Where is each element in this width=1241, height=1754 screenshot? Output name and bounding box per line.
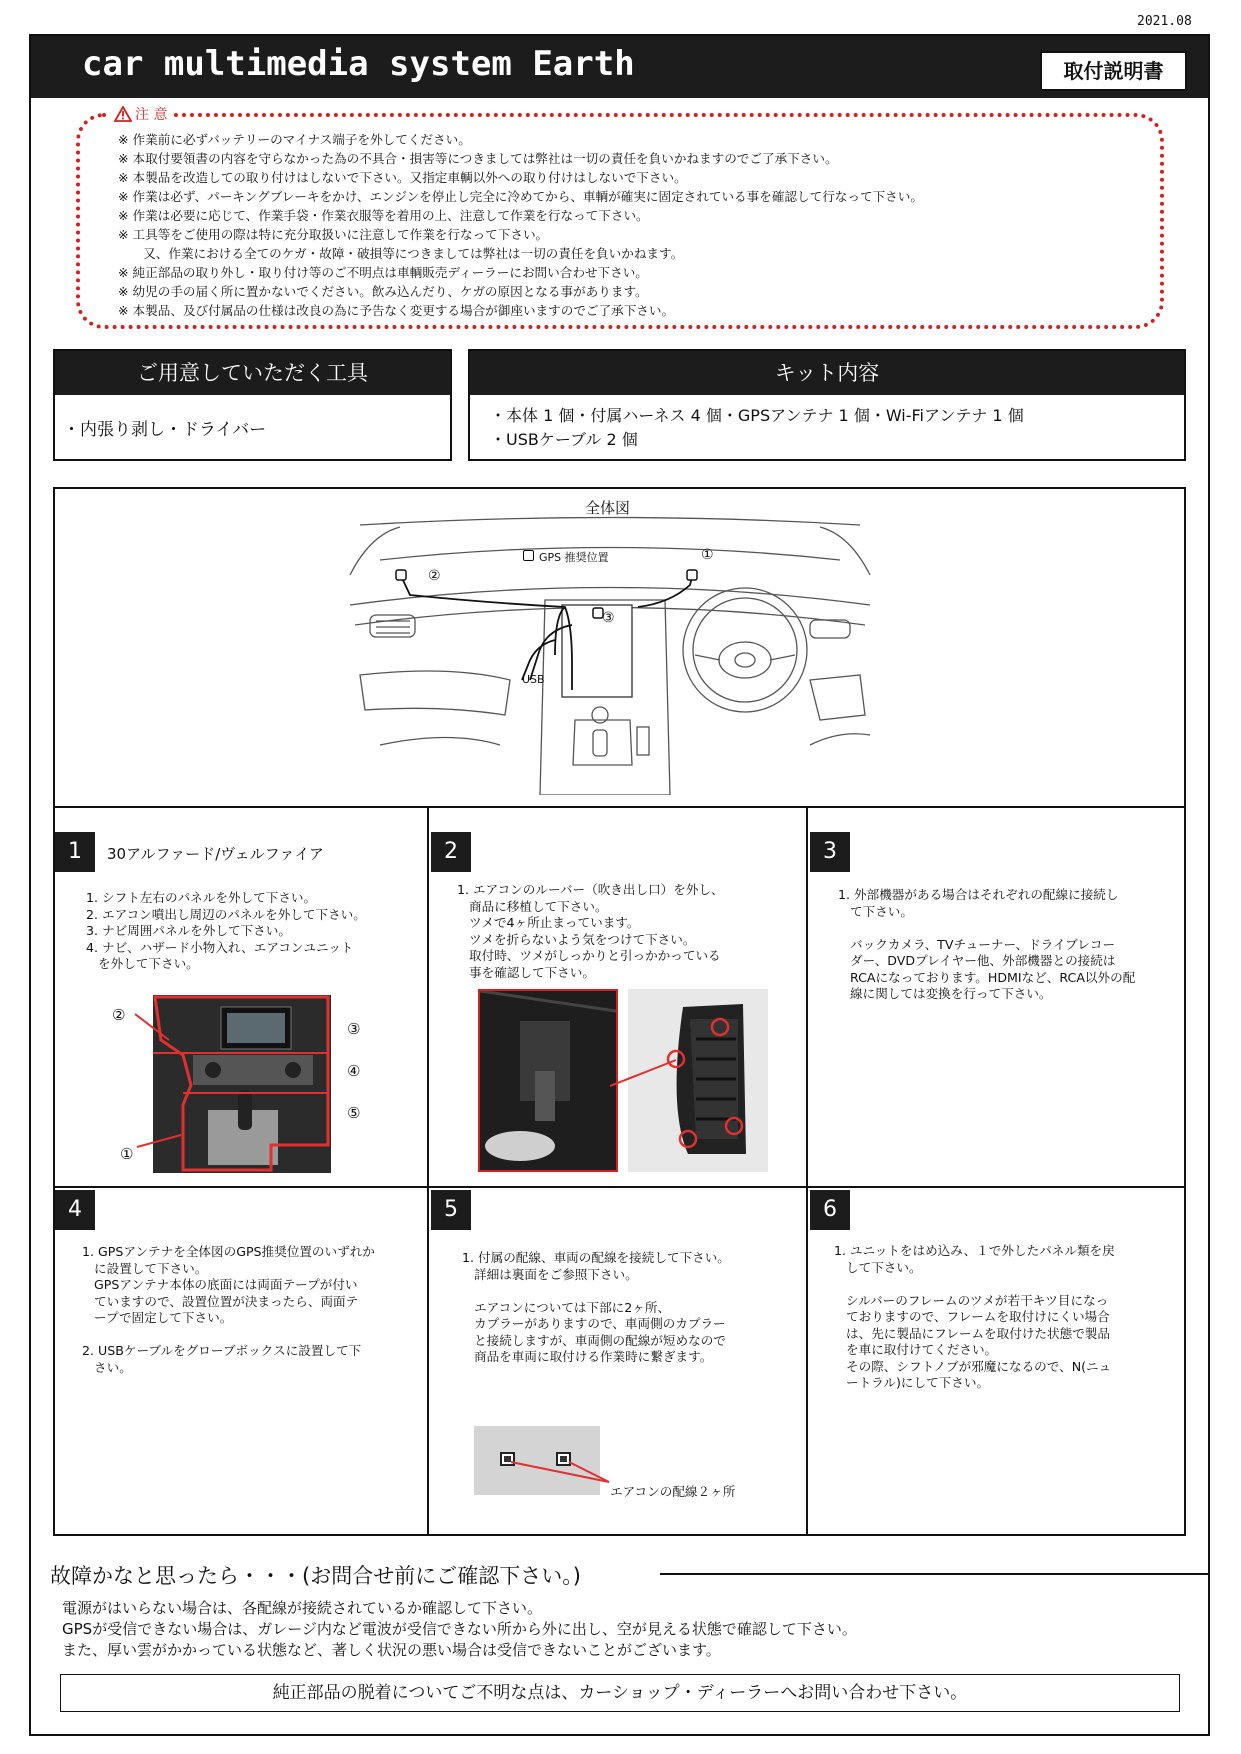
- caution-item: ※ 工具等をご使用の際は特に充分取扱いに注意して作業を行なって下さい。: [118, 227, 549, 242]
- caution-label: 注 意: [135, 107, 168, 123]
- photo-marker: ④: [347, 1062, 361, 1080]
- caution-item: ※ 作業は必ず、パーキングブレーキをかけ、エンジンを停止し完全に冷めてから、車輌が確実に固定されている事を確認して行なって下さい。: [118, 189, 923, 204]
- vent-closeup-photo: [478, 989, 618, 1172]
- caution-item: 又、作業における全てのケガ・故障・破損等につきましては弊社は一切の責任を負いかねます。: [118, 246, 684, 261]
- step-text: 1. エアコンのルーバー（吹き出し口）を外し、 商品に移植して下さい。 ツメで4ヶ所止まっています。 ツメを折らないよう気をつけて下さい。 取付時、ツメがしっかりと引っかかっている 事を確認して下さい。: [457, 882, 724, 980]
- step-text: 1. GPSアンテナを全体図のGPS推奨位置のいずれか に設置して下さい。 GPSアンテナ本体の底面には両面テープが付い ていますので、設置位置が決まったら、両面テ ープで固定して下さい。 2. USBケーブルをグローブボックスに設置して下 さい。: [82, 1244, 375, 1375]
- grid-divider: [53, 1186, 1186, 1188]
- photo-marker: ⑤: [347, 1104, 361, 1122]
- caution-item: ※ 幼児の手の届く所に置かないでください。飲み込んだり、ケガの原因となる事があります。: [118, 284, 648, 299]
- kit-header: キット内容: [470, 351, 1184, 395]
- marker-2: ②: [428, 568, 441, 584]
- step-title: 30アルファード/ヴェルファイア: [107, 845, 324, 863]
- kit-contents: [490, 404, 1024, 452]
- grid-divider: [427, 806, 429, 1536]
- tools-header: ご用意していただく工具: [55, 351, 450, 395]
- marker-1: ①: [701, 547, 714, 563]
- kit-line: ・USBケーブル 2 個: [490, 430, 638, 449]
- step-text: 1. シフト左右のパネルを外して下さい。 2. エアコン噴出し周辺のパネルを外して下さい。 3. ナビ周囲パネルを外して下さい。 4. ナビ、ハザード小物入れ、エアコンユニット を外して下さい。: [86, 890, 366, 971]
- troubleshoot-title: 故障かなと思ったら・・・(お問合せ前にご確認下さい。): [50, 1564, 581, 1588]
- photo-marker: ②: [112, 1006, 126, 1024]
- document-date: 2021.08: [1137, 14, 1192, 29]
- gps-position-marker: [687, 570, 697, 580]
- caution-item: ※ 作業は必要に応じて、作業手袋・作業衣服等を着用の上、注意して作業を行なって下さい。: [118, 208, 649, 223]
- troubleshoot-rule: [660, 1573, 1210, 1575]
- step-number: 6: [810, 1190, 850, 1230]
- doc-type-badge: 取付説明書: [1040, 51, 1187, 91]
- step-text: 1. 付属の配線、車両の配線を接続して下さい。 詳細は裏面をご参照下さい。 エアコンについては下部に2ヶ所、 カプラーがありますので、車両側のカプラー と接続しますが、車両側の配線が短めなので 商品を車両に取付ける作業時に繋ぎます。: [462, 1250, 730, 1364]
- caution-heading: [108, 104, 173, 124]
- caution-list: [118, 130, 1158, 320]
- step-number: 2: [431, 832, 471, 872]
- gps-position-marker: [396, 570, 406, 580]
- caution-item: ※ 本取付要領書の内容を守らなかった為の不具合・損害等につきましては弊社は一切の責任を負いかねますのでご了承下さい。: [118, 151, 838, 166]
- marker-3: ③: [602, 610, 615, 626]
- troubleshoot-line: 電源がはいらない場合は、各配線が接続されているか確認して下さい。: [62, 1599, 543, 1617]
- step-number: 3: [810, 832, 850, 872]
- troubleshoot-line: GPSが受信できない場合は、ガレージ内など電波が受信できない所から外に出し、空が見える状態で確認して下さい。: [62, 1620, 857, 1638]
- leader-lines: [509, 1460, 614, 1485]
- kit-line: ・本体 1 個・付属ハーネス 4 個・GPSアンテナ 1 個・Wi-Fiアンテナ 1 個: [490, 406, 1024, 425]
- tools-list: ・内張り剥し・ドライバー: [63, 420, 267, 440]
- step-text: 1. ユニットをはめ込み、１で外したパネル類を戻 して下さい。 シルバーのフレームのツメが若干キツ目になっ ておりますので、フレームを取付けにくい場合 は、先に製品にフレームを取付けた状態で製品 を車に取付けてください。 その際、シフトノブが邪魔になるので、N(ニュ ートラル)にして下さい。: [834, 1243, 1115, 1390]
- troubleshoot-text: [62, 1598, 857, 1661]
- gps-legend-label: GPS 推奨位置: [539, 551, 609, 564]
- marker-leader-lines: [125, 1010, 185, 1150]
- photo-marker: ③: [347, 1020, 361, 1038]
- caution-item: ※ 本製品を改造しての取り付けはしないで下さい。又指定車輌以外への取り付けはしないで下さい。: [118, 170, 687, 185]
- leader-line: [610, 1050, 680, 1090]
- caution-item: ※ 作業前に必ずバッテリーのマイナス端子を外してください。: [118, 132, 471, 147]
- step-number: 5: [431, 1190, 471, 1230]
- connector-caption: エアコンの配線２ヶ所: [610, 1484, 736, 1499]
- troubleshoot-line: また、厚い雲がかかっている状態など、著しく状況の悪い場合は受信できないことがございます。: [62, 1641, 721, 1659]
- warning-icon: [114, 106, 132, 122]
- contact-notice: 純正部品の脱着についてご不明な点は、カーショップ・ディーラーへお問い合わせ下さい。: [60, 1674, 1180, 1712]
- caution-item: ※ 本製品、及び付属品の仕様は改良の為に予告なく変更する場合が御座いますのでご了承下さい。: [118, 303, 675, 318]
- grid-divider: [806, 806, 808, 1536]
- step-number: 1: [55, 832, 95, 872]
- overview-title: 全体図: [585, 499, 631, 517]
- caution-item: ※ 純正部品の取り外し・取り付け等のご不明点は車輌販売ディーラーにお問い合わせ下さい。: [118, 265, 648, 280]
- step-number: 4: [55, 1190, 95, 1230]
- gps-legend-icon: [523, 550, 534, 561]
- page-title: car multimedia system Earth: [82, 44, 635, 84]
- photo-marker: ①: [120, 1145, 134, 1163]
- step-text: 1. 外部機器がある場合はそれぞれの配線に接続し て下さい。 バックカメラ、TVチューナー、ドライブレコー ダー、DVDプレイヤー他、外部機器との接続は RCAになっております。HDMIなど、RCA以外の配 線に関しては変換を行って下さい。: [838, 887, 1136, 1001]
- usb-label: USB: [522, 673, 545, 686]
- dashboard-diagram: [340, 515, 880, 795]
